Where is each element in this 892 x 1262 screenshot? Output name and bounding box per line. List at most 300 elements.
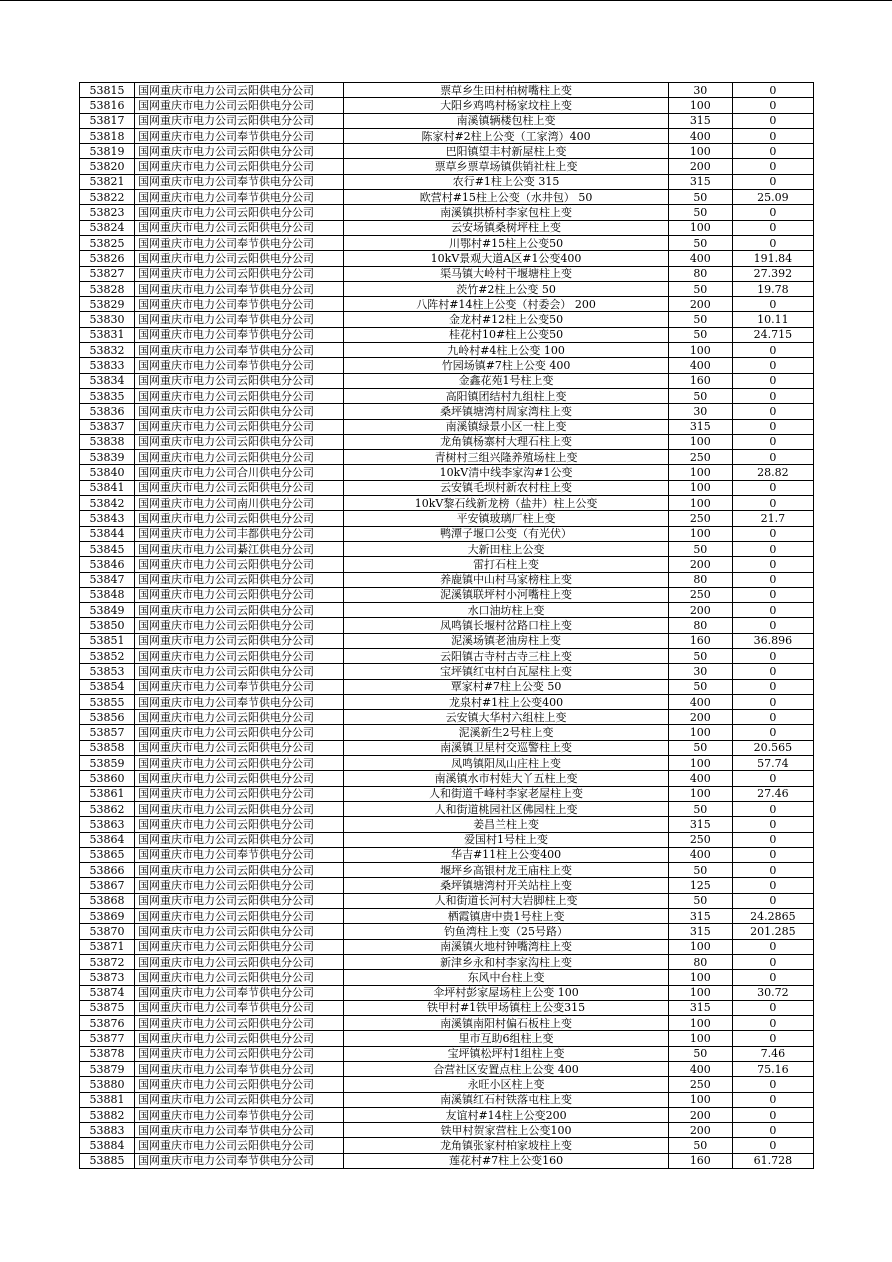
row-id-cell: 53828 [80,281,135,296]
table-row [80,970,814,985]
capacity-cell: 200 [668,557,732,572]
transformer-name-cell: 大新田柱上公变 [344,541,668,556]
table-row [80,786,814,801]
capacity-cell: 50 [668,205,732,220]
company-name-cell: 国网重庆市电力公司云阳供电分公司 [135,1138,344,1153]
value-cell: 0 [732,694,813,709]
row-id-cell: 53843 [80,511,135,526]
row-id-cell: 53877 [80,1031,135,1046]
company-name-cell: 国网重庆市电力公司云阳供电分公司 [135,725,344,740]
row-id-cell: 53851 [80,633,135,648]
capacity-cell: 50 [668,281,732,296]
row-id-cell: 53815 [80,83,135,98]
value-cell: 0 [732,83,813,98]
table-row [80,801,814,816]
value-cell: 0 [732,113,813,128]
company-name-cell: 国网重庆市电力公司奉节供电分公司 [135,1107,344,1122]
capacity-cell: 80 [668,618,732,633]
value-cell: 0 [732,220,813,235]
value-cell: 75.16 [732,1062,813,1077]
transformer-name-cell: 合营社区安置点柱上公变 400 [344,1062,668,1077]
transformer-name-cell: 川鄂村#15柱上公变50 [344,235,668,250]
transformer-name-cell: 10kV黎石线新龙榜（盐井）柱上公变 [344,496,668,511]
transformer-name-cell: 八阵村#14柱上公变（村委会） 200 [344,297,668,312]
capacity-cell: 80 [668,954,732,969]
table-row [80,1031,814,1046]
value-cell: 0 [732,144,813,159]
table-row [80,174,814,189]
capacity-cell: 100 [668,343,732,358]
company-name-cell: 国网重庆市电力公司云阳供电分公司 [135,511,344,526]
value-cell: 0 [732,358,813,373]
row-id-cell: 53863 [80,817,135,832]
transformer-name-cell: 欧营村#15柱上公变（水井包） 50 [344,190,668,205]
value-cell: 0 [732,1107,813,1122]
row-id-cell: 53831 [80,327,135,342]
company-name-cell: 国网重庆市电力公司云阳供电分公司 [135,1031,344,1046]
row-id-cell: 53832 [80,343,135,358]
transformer-name-cell: 东风中台柱上变 [344,970,668,985]
transformer-name-cell: 人和街道长河村大岩脚柱上变 [344,893,668,908]
transformer-name-cell: 伞坪村彭家屋场柱上公变 100 [344,985,668,1000]
table-row [80,725,814,740]
capacity-cell: 250 [668,832,732,847]
company-name-cell: 国网重庆市电力公司奉节供电分公司 [135,358,344,373]
table-row [80,480,814,495]
company-name-cell: 国网重庆市电力公司云阳供电分公司 [135,144,344,159]
capacity-cell: 100 [668,434,732,449]
value-cell: 0 [732,1123,813,1138]
row-id-cell: 53823 [80,205,135,220]
capacity-cell: 200 [668,297,732,312]
company-name-cell: 国网重庆市电力公司奉节供电分公司 [135,327,344,342]
value-cell: 0 [732,725,813,740]
company-name-cell: 国网重庆市电力公司奉节供电分公司 [135,694,344,709]
company-name-cell: 国网重庆市电力公司云阳供电分公司 [135,251,344,266]
company-name-cell: 国网重庆市电力公司奉节供电分公司 [135,128,344,143]
row-id-cell: 53882 [80,1107,135,1122]
value-cell: 0 [732,297,813,312]
transformer-name-cell: 雷打石柱上变 [344,557,668,572]
row-id-cell: 53873 [80,970,135,985]
value-cell: 0 [732,450,813,465]
table-row [80,205,814,220]
company-name-cell: 国网重庆市电力公司奉节供电分公司 [135,281,344,296]
table-row [80,909,814,924]
row-id-cell: 53821 [80,174,135,189]
table-row [80,511,814,526]
company-name-cell: 国网重庆市电力公司奉节供电分公司 [135,174,344,189]
row-id-cell: 53844 [80,526,135,541]
table-row [80,312,814,327]
value-cell: 27.392 [732,266,813,281]
transformer-name-cell: 巴阳镇望丰村新屋柱上变 [344,144,668,159]
table-row [80,434,814,449]
row-id-cell: 53838 [80,434,135,449]
row-id-cell: 53835 [80,388,135,403]
transformer-name-cell: 大阳乡鸡鸣村杨家坟柱上变 [344,98,668,113]
company-name-cell: 国网重庆市电力公司云阳供电分公司 [135,801,344,816]
table-row [80,128,814,143]
transformer-name-cell: 陈家村#2柱上公变（工家湾）400 [344,128,668,143]
capacity-cell: 80 [668,266,732,281]
capacity-cell: 100 [668,985,732,1000]
company-name-cell: 国网重庆市电力公司奉节供电分公司 [135,343,344,358]
row-id-cell: 53848 [80,587,135,602]
row-id-cell: 53870 [80,924,135,939]
capacity-cell: 100 [668,1016,732,1031]
transformer-name-cell: 泥溪新生2号柱上变 [344,725,668,740]
table-row [80,893,814,908]
company-name-cell: 国网重庆市电力公司云阳供电分公司 [135,832,344,847]
company-name-cell: 国网重庆市电力公司云阳供电分公司 [135,771,344,786]
capacity-cell: 50 [668,541,732,556]
row-id-cell: 53864 [80,832,135,847]
value-cell: 0 [732,1031,813,1046]
row-id-cell: 53856 [80,710,135,725]
capacity-cell: 200 [668,710,732,725]
value-cell: 0 [732,235,813,250]
company-name-cell: 国网重庆市电力公司云阳供电分公司 [135,557,344,572]
table-row [80,710,814,725]
table-row [80,373,814,388]
company-name-cell: 国网重庆市电力公司奉节供电分公司 [135,235,344,250]
company-name-cell: 国网重庆市电力公司云阳供电分公司 [135,98,344,113]
transformer-name-cell: 莲花村#7柱上公变160 [344,1153,668,1168]
transformer-name-cell: 南溪镇火地村钟嘴湾柱上变 [344,939,668,954]
company-name-cell: 国网重庆市电力公司云阳供电分公司 [135,648,344,663]
row-id-cell: 53884 [80,1138,135,1153]
capacity-cell: 50 [668,312,732,327]
value-cell: 0 [732,541,813,556]
transformer-name-cell: 票草乡生田村柏树嘴柱上变 [344,83,668,98]
table-row [80,1138,814,1153]
company-name-cell: 国网重庆市电力公司云阳供电分公司 [135,924,344,939]
value-cell: 0 [732,1077,813,1092]
capacity-cell: 400 [668,694,732,709]
row-id-cell: 53853 [80,664,135,679]
transformer-name-cell: 泥溪场镇老油房柱上变 [344,633,668,648]
row-id-cell: 53827 [80,266,135,281]
transformer-name-cell: 高阳镇团结村九组柱上变 [344,388,668,403]
company-name-cell: 国网重庆市电力公司云阳供电分公司 [135,1092,344,1107]
company-name-cell: 国网重庆市电力公司奉节供电分公司 [135,1000,344,1015]
transformer-name-cell: 龙泉村#1柱上公变400 [344,694,668,709]
company-name-cell: 国网重庆市电力公司奉节供电分公司 [135,190,344,205]
company-name-cell: 国网重庆市电力公司云阳供电分公司 [135,863,344,878]
table-row [80,526,814,541]
row-id-cell: 53858 [80,740,135,755]
company-name-cell: 国网重庆市电力公司云阳供电分公司 [135,83,344,98]
table-row [80,1153,814,1168]
company-name-cell: 国网重庆市电力公司云阳供电分公司 [135,450,344,465]
transformer-name-cell: 龙角镇张家村柏家坡柱上变 [344,1138,668,1153]
value-cell: 7.46 [732,1046,813,1061]
row-id-cell: 53824 [80,220,135,235]
company-name-cell: 国网重庆市电力公司合川供电分公司 [135,465,344,480]
transformer-name-cell: 竹园场镇#7柱上公变 400 [344,358,668,373]
table-row [80,817,814,832]
table-row [80,985,814,1000]
value-cell: 0 [732,434,813,449]
row-id-cell: 53861 [80,786,135,801]
table-row [80,144,814,159]
value-cell: 0 [732,878,813,893]
transformer-name-cell: 渠马镇大岭村干堰塘柱上变 [344,266,668,281]
table-row [80,281,814,296]
row-id-cell: 53826 [80,251,135,266]
table-row [80,618,814,633]
transformer-name-cell: 桂花村10#柱上公变50 [344,327,668,342]
transformer-name-cell: 10kV景观大道A区#1公变400 [344,251,668,266]
company-name-cell: 国网重庆市电力公司綦江供电分公司 [135,541,344,556]
transformer-name-cell: 铁甲村贺家营柱上公变100 [344,1123,668,1138]
transformer-name-cell: 姜昌兰柱上变 [344,817,668,832]
row-id-cell: 53880 [80,1077,135,1092]
transformer-name-cell: 堰坪乡高银村龙王庙柱上变 [344,863,668,878]
row-id-cell: 53825 [80,235,135,250]
value-cell: 0 [732,893,813,908]
capacity-cell: 400 [668,251,732,266]
row-id-cell: 53874 [80,985,135,1000]
company-name-cell: 国网重庆市电力公司云阳供电分公司 [135,618,344,633]
row-id-cell: 53852 [80,648,135,663]
value-cell: 0 [732,128,813,143]
row-id-cell: 53872 [80,954,135,969]
transformer-name-cell: 爱国村1号柱上变 [344,832,668,847]
company-name-cell: 国网重庆市电力公司云阳供电分公司 [135,878,344,893]
value-cell: 0 [732,373,813,388]
company-name-cell: 国网重庆市电力公司奉节供电分公司 [135,1153,344,1168]
company-name-cell: 国网重庆市电力公司云阳供电分公司 [135,388,344,403]
table-row [80,1046,814,1061]
capacity-cell: 100 [668,1092,732,1107]
value-cell: 0 [732,1000,813,1015]
transformer-name-cell: 金龙村#12柱上公变50 [344,312,668,327]
value-cell: 36.896 [732,633,813,648]
capacity-cell: 50 [668,740,732,755]
capacity-cell: 50 [668,893,732,908]
transformer-name-cell: 栖霞镇唐中贵1号柱上变 [344,909,668,924]
capacity-cell: 160 [668,1153,732,1168]
company-name-cell: 国网重庆市电力公司丰都供电分公司 [135,526,344,541]
transformer-name-cell: 华吉#11柱上公变400 [344,847,668,862]
capacity-cell: 50 [668,235,732,250]
row-id-cell: 53859 [80,756,135,771]
table-row [80,847,814,862]
table-row [80,694,814,709]
table-row [80,832,814,847]
table-row [80,648,814,663]
transformer-table [79,82,814,1169]
company-name-cell: 国网重庆市电力公司云阳供电分公司 [135,587,344,602]
value-cell: 61.728 [732,1153,813,1168]
value-cell: 24.2865 [732,909,813,924]
company-name-cell: 国网重庆市电力公司云阳供电分公司 [135,740,344,755]
transformer-name-cell: 新津乡永和村李家沟柱上变 [344,954,668,969]
table-row [80,541,814,556]
transformer-name-cell: 覃家村#7柱上公变 50 [344,679,668,694]
table-row [80,1077,814,1092]
capacity-cell: 30 [668,404,732,419]
capacity-cell: 50 [668,1046,732,1061]
transformer-name-cell: 宝坪镇松坪村1组柱上变 [344,1046,668,1061]
value-cell: 0 [732,771,813,786]
company-name-cell: 国网重庆市电力公司云阳供电分公司 [135,1016,344,1031]
value-cell: 24.715 [732,327,813,342]
table-body [80,83,814,1169]
company-name-cell: 国网重庆市电力公司奉节供电分公司 [135,985,344,1000]
row-id-cell: 53834 [80,373,135,388]
table-row [80,1107,814,1122]
row-id-cell: 53865 [80,847,135,862]
company-name-cell: 国网重庆市电力公司云阳供电分公司 [135,419,344,434]
transformer-name-cell: 农行#1柱上公变 315 [344,174,668,189]
table-row [80,251,814,266]
table-row [80,388,814,403]
value-cell: 0 [732,648,813,663]
row-id-cell: 53818 [80,128,135,143]
capacity-cell: 200 [668,159,732,174]
table-row [80,924,814,939]
company-name-cell: 国网重庆市电力公司云阳供电分公司 [135,664,344,679]
table-row [80,220,814,235]
value-cell: 0 [732,939,813,954]
company-name-cell: 国网重庆市电力公司云阳供电分公司 [135,633,344,648]
table-row [80,83,814,98]
value-cell: 27.46 [732,786,813,801]
value-cell: 191.84 [732,251,813,266]
value-cell: 0 [732,159,813,174]
capacity-cell: 100 [668,98,732,113]
row-id-cell: 53854 [80,679,135,694]
row-id-cell: 53883 [80,1123,135,1138]
capacity-cell: 50 [668,1138,732,1153]
table-row [80,863,814,878]
row-id-cell: 53847 [80,572,135,587]
value-cell: 0 [732,863,813,878]
table-row [80,954,814,969]
value-cell: 0 [732,98,813,113]
row-id-cell: 53860 [80,771,135,786]
table-row [80,1092,814,1107]
table-row [80,98,814,113]
transformer-name-cell: 云安场镇桑树坪柱上变 [344,220,668,235]
row-id-cell: 53822 [80,190,135,205]
capacity-cell: 400 [668,128,732,143]
capacity-cell: 100 [668,786,732,801]
capacity-cell: 315 [668,1000,732,1015]
transformer-name-cell: 南溪镇南阳村偏石板柱上变 [344,1016,668,1031]
table-row [80,343,814,358]
company-name-cell: 国网重庆市电力公司奉节供电分公司 [135,297,344,312]
row-id-cell: 53819 [80,144,135,159]
row-id-cell: 53871 [80,939,135,954]
value-cell: 20.565 [732,740,813,755]
value-cell: 0 [732,480,813,495]
table-row [80,679,814,694]
table-row [80,603,814,618]
table-row [80,190,814,205]
transformer-name-cell: 南溪镇绿景小区一柱上变 [344,419,668,434]
company-name-cell: 国网重庆市电力公司云阳供电分公司 [135,373,344,388]
company-name-cell: 国网重庆市电力公司云阳供电分公司 [135,1077,344,1092]
row-id-cell: 53833 [80,358,135,373]
company-name-cell: 国网重庆市电力公司南川供电分公司 [135,496,344,511]
capacity-cell: 50 [668,388,732,403]
row-id-cell: 53875 [80,1000,135,1015]
row-id-cell: 53839 [80,450,135,465]
transformer-name-cell: 里市互助6组柱上变 [344,1031,668,1046]
company-name-cell: 国网重庆市电力公司云阳供电分公司 [135,970,344,985]
table-row [80,235,814,250]
row-id-cell: 53878 [80,1046,135,1061]
capacity-cell: 50 [668,327,732,342]
value-cell: 0 [732,557,813,572]
company-name-cell: 国网重庆市电力公司云阳供电分公司 [135,893,344,908]
transformer-name-cell: 南溪镇水市村娃大丫五柱上变 [344,771,668,786]
value-cell: 0 [732,954,813,969]
capacity-cell: 200 [668,1107,732,1122]
value-cell: 0 [732,496,813,511]
company-name-cell: 国网重庆市电力公司云阳供电分公司 [135,756,344,771]
table-row [80,358,814,373]
table-row [80,1000,814,1015]
transformer-name-cell: 平安镇玻璃厂柱上变 [344,511,668,526]
capacity-cell: 315 [668,419,732,434]
table-row [80,756,814,771]
company-name-cell: 国网重庆市电力公司云阳供电分公司 [135,909,344,924]
capacity-cell: 50 [668,648,732,663]
row-id-cell: 53868 [80,893,135,908]
row-id-cell: 53862 [80,801,135,816]
row-id-cell: 53829 [80,297,135,312]
row-id-cell: 53830 [80,312,135,327]
capacity-cell: 315 [668,817,732,832]
table-row [80,1062,814,1077]
company-name-cell: 国网重庆市电力公司云阳供电分公司 [135,113,344,128]
capacity-cell: 50 [668,801,732,816]
row-id-cell: 53850 [80,618,135,633]
value-cell: 57.74 [732,756,813,771]
row-id-cell: 53849 [80,603,135,618]
table-row [80,465,814,480]
capacity-cell: 80 [668,572,732,587]
company-name-cell: 国网重庆市电力公司奉节供电分公司 [135,312,344,327]
capacity-cell: 100 [668,970,732,985]
value-cell: 0 [732,174,813,189]
capacity-cell: 100 [668,144,732,159]
table-row [80,1123,814,1138]
company-name-cell: 国网重庆市电力公司奉节供电分公司 [135,679,344,694]
value-cell: 0 [732,603,813,618]
table-row [80,496,814,511]
value-cell: 0 [732,587,813,602]
transformer-name-cell: 10kV清中线李家沟#1公变 [344,465,668,480]
transformer-name-cell: 南溪镇卫星村交巡警柱上变 [344,740,668,755]
table-row [80,572,814,587]
transformer-name-cell: 永旺小区柱上变 [344,1077,668,1092]
table-row [80,419,814,434]
row-id-cell: 53867 [80,878,135,893]
company-name-cell: 国网重庆市电力公司云阳供电分公司 [135,1046,344,1061]
value-cell: 0 [732,664,813,679]
value-cell: 0 [732,404,813,419]
capacity-cell: 400 [668,1062,732,1077]
row-id-cell: 53885 [80,1153,135,1168]
company-name-cell: 国网重庆市电力公司云阳供电分公司 [135,266,344,281]
company-name-cell: 国网重庆市电力公司云阳供电分公司 [135,480,344,495]
